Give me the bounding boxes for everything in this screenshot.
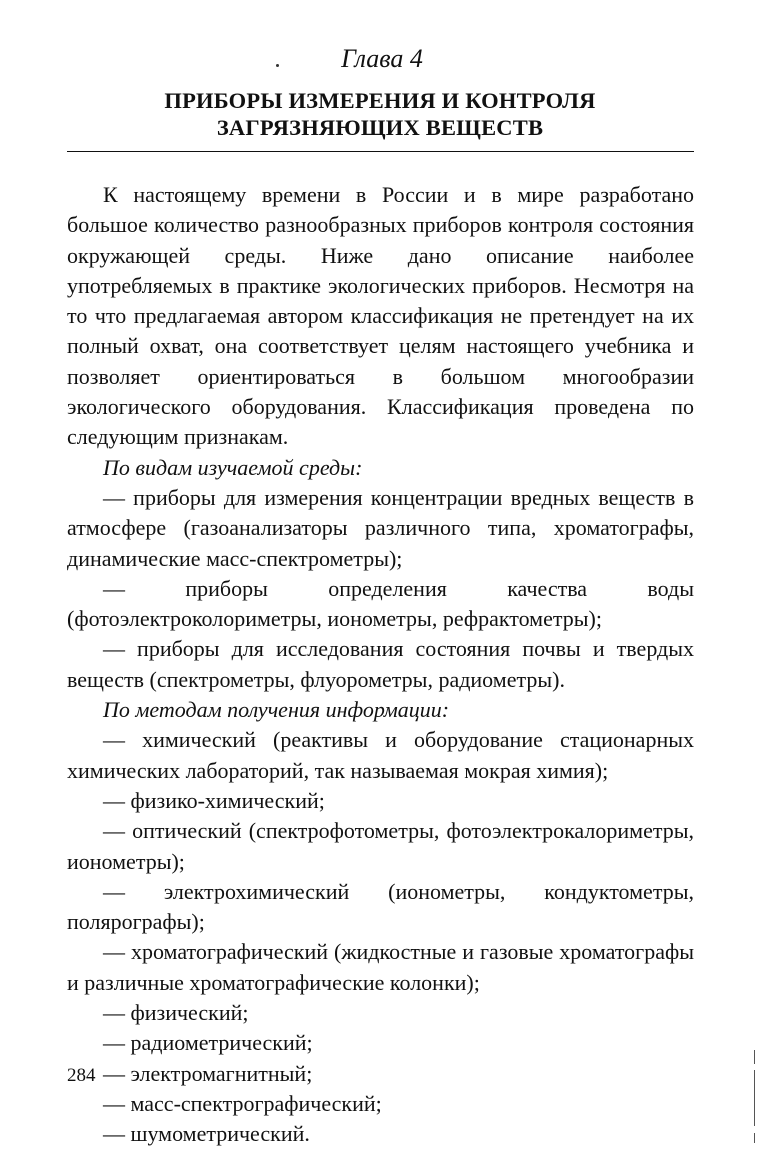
chapter-heading: Глава 4 xyxy=(341,44,423,73)
list-item: — физический; xyxy=(103,1000,249,1026)
list-item: — оптический (спектрофотометры, фотоэлектрокалориметры, ионометры); xyxy=(67,818,694,874)
list-item: — электромагнитный; xyxy=(103,1060,313,1086)
intro-paragraph: К настоящему времени в России и в мире разработано большое количество разнообразных приборов контроля состояния окружающей среды. Ниже дано описание наиболее употребляемых в практике экологических приборов. Несмотря на то что предлагаемая автором классификация не претендует на их полный охват, она соответствует целям настоящего учебника и позволяет ориентироваться в большом многообразии экологического оборудования. Классификация проведена по следующим признакам. xyxy=(67,182,694,450)
chapter-body xyxy=(67,180,694,1150)
list-item: — масс-спектрографический; xyxy=(103,1090,382,1116)
subheading-by-method: По методам получения информации: xyxy=(103,697,450,723)
list-item: — приборы для измерения концентрации вредных веществ в атмосфере (газоанализаторы различного типа, хроматографы, динамические масс-спектрометры); xyxy=(67,484,694,571)
list-item: — приборы для исследования состояния почвы и твердых веществ (спектрометры, флуорометры, радиометры). xyxy=(67,636,694,692)
list-item: — электрохимический (ионометры, кондуктометры, полярографы); xyxy=(67,878,694,935)
list-item: — радиометрический; xyxy=(103,1030,313,1056)
list-item: — физико-химический; xyxy=(103,787,325,813)
title-divider xyxy=(67,151,694,152)
margin-mark xyxy=(754,1050,755,1064)
list-item: — шумометрический. xyxy=(103,1121,310,1147)
list-item: — приборы определения качества воды (фотоэлектроколориметры, ионометры, рефрактометры); xyxy=(67,575,694,632)
list-item: — хроматографический (жидкостные и газовые хроматографы и различные хроматографические колонки); xyxy=(67,939,694,995)
chapter-title: ПРИБОРЫ ИЗМЕРЕНИЯ И КОНТРОЛЯ ЗАГРЯЗНЯЮЩИХ ВЕЩЕСТВ xyxy=(164,88,596,140)
margin-mark xyxy=(754,1070,755,1126)
list-item: — химический (реактивы и оборудование стационарных химических лабораторий, так называемая мокрая химия); xyxy=(67,727,694,783)
margin-mark xyxy=(754,1133,755,1143)
page-number: 284 xyxy=(67,1065,96,1086)
subheading-by-medium: По видам изучаемой среды: xyxy=(103,454,363,480)
